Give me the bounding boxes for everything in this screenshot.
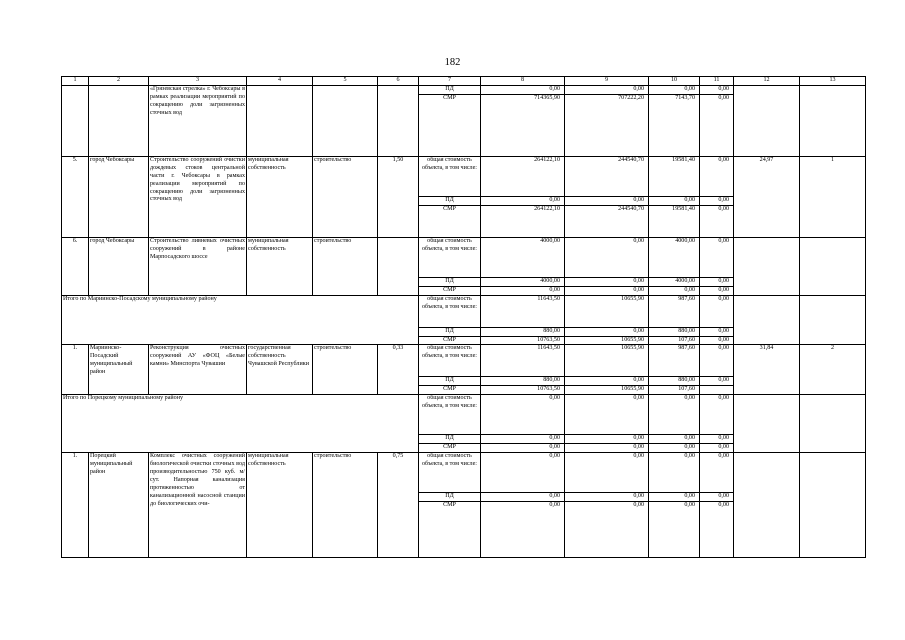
cost-label: общая стоимость объекта, в том числе: [419, 453, 481, 493]
cost-label: общая стоимость объекта, в том числе: [419, 395, 481, 435]
value-cell: 0,00 [700, 395, 734, 435]
work-type: строительство [313, 237, 378, 295]
column-header: 7 [419, 77, 481, 86]
value-cell: 244540,70 [565, 156, 649, 196]
value-cell: 0,00 [481, 286, 565, 295]
value-cell: 264122,10 [481, 205, 565, 237]
municipality: Порецкий муниципальный район [89, 453, 149, 558]
value-cell: 264122,10 [481, 156, 565, 196]
value-cell: 0,00 [565, 86, 649, 95]
value-cell: 11643,50 [481, 295, 565, 327]
value-cell: 0,00 [700, 277, 734, 286]
value-cell: 880,00 [649, 327, 700, 336]
value-cell: 0,00 [565, 286, 649, 295]
value-cell: 0,00 [481, 435, 565, 444]
cost-label: СМР [419, 286, 481, 295]
ownership: муниципальная собственность [247, 237, 313, 295]
value-cell: 4000,00 [649, 237, 700, 277]
value-cell: 0,00 [481, 493, 565, 502]
table-row [62, 237, 866, 277]
value-cell: 4000,00 [649, 277, 700, 286]
cost-label: ПД [419, 277, 481, 286]
value-cell: 0,00 [700, 435, 734, 444]
column-header: 2 [89, 77, 149, 86]
value-cell: 0,00 [481, 444, 565, 453]
value-cell: 0,00 [700, 196, 734, 205]
value-cell: 2 [800, 345, 866, 395]
cost-label: ПД [419, 493, 481, 502]
value-cell: 0,00 [700, 444, 734, 453]
investment-table [61, 76, 866, 558]
value-cell: 10763,50 [481, 336, 565, 345]
value-cell: 987,60 [649, 295, 700, 327]
value-cell: 0,00 [481, 501, 565, 557]
page-number: 182 [444, 57, 461, 68]
object-name: Строительство ливневых очистных сооружений в районе Марпосадского шоссе [149, 237, 247, 295]
capacity: 1,50 [378, 156, 419, 237]
value-cell: 0,00 [649, 444, 700, 453]
value-cell: 0,00 [700, 327, 734, 336]
cost-label: СМР [419, 501, 481, 557]
value-cell: 0,00 [649, 86, 700, 95]
value-cell: 244540,70 [565, 205, 649, 237]
value-cell: 10655,90 [565, 345, 649, 377]
row-number: 1. [62, 453, 89, 558]
value-cell: 10655,90 [565, 336, 649, 345]
value-cell: 0,00 [700, 377, 734, 386]
municipality: город Чебоксары [89, 237, 149, 295]
cost-label: общая стоимость объекта, в том числе: [419, 237, 481, 277]
municipality: Мариинско-Посадский муниципальный район [89, 345, 149, 395]
value-cell: 10763,50 [481, 386, 565, 395]
value-cell: 0,00 [565, 237, 649, 277]
value-cell: 0,00 [700, 493, 734, 502]
column-header: 4 [247, 77, 313, 86]
column-header: 10 [649, 77, 700, 86]
value-cell: 0,00 [565, 277, 649, 286]
value-cell: 0,00 [565, 327, 649, 336]
column-header: 12 [734, 77, 800, 86]
value-cell: 24,97 [734, 156, 800, 237]
value-cell: 11643,50 [481, 345, 565, 377]
value-cell: 0,00 [700, 156, 734, 196]
value-cell: 4000,00 [481, 237, 565, 277]
object-name: Комплекс очистных сооружений биологической очистки сточных вод производительностью 750 куб. м/сут. Напорная канализация протяженностью от канализационной насосной станции до биологических очи- [149, 453, 247, 558]
ownership: муниципальная собственность [247, 156, 313, 237]
column-header: 9 [565, 77, 649, 86]
value-cell: 707222,20 [565, 94, 649, 156]
value-cell: 0,00 [700, 205, 734, 237]
object-name: Строительство сооружений очистки дождевых стоков центральной части г. Чебоксары в рамках реализации мероприятий по сокращению доли загрязненных сточных вод [149, 156, 247, 237]
column-header: 5 [313, 77, 378, 86]
column-header: 11 [700, 77, 734, 86]
cost-label: ПД [419, 435, 481, 444]
column-header: 6 [378, 77, 419, 86]
value-cell: 0,00 [700, 501, 734, 557]
value-cell: 714365,90 [481, 94, 565, 156]
value-cell: 0,00 [481, 86, 565, 95]
capacity: 0,33 [378, 345, 419, 395]
value-cell: 0,00 [481, 196, 565, 205]
value-cell: 7143,70 [649, 94, 700, 156]
cost-label: СМР [419, 444, 481, 453]
table-row [62, 295, 866, 327]
value-cell: 0,00 [649, 501, 700, 557]
table-row [62, 395, 866, 435]
ownership: государственная собственность Чувашской Республики [247, 345, 313, 395]
column-header: 13 [800, 77, 866, 86]
value-cell: 0,00 [700, 453, 734, 493]
value-cell: 880,00 [481, 327, 565, 336]
column-header: 3 [149, 77, 247, 86]
cost-label: СМР [419, 94, 481, 156]
ownership: муниципальная собственность [247, 453, 313, 558]
value-cell: 0,00 [565, 435, 649, 444]
value-cell: 0,00 [565, 501, 649, 557]
cost-label: ПД [419, 86, 481, 95]
cost-label: общая стоимость объекта, в том числе: [419, 295, 481, 327]
object-name: Реконструкция очистных сооружений АУ «ФОЦ «Белые камни» Минспорта Чувашии [149, 345, 247, 395]
value-cell: 0,00 [700, 295, 734, 327]
value-cell: 0,00 [649, 395, 700, 435]
row-number: 1. [62, 345, 89, 395]
cost-label: ПД [419, 377, 481, 386]
value-cell: 0,00 [649, 493, 700, 502]
row-number: 5. [62, 156, 89, 237]
table-row [62, 345, 866, 377]
value-cell: 0,00 [700, 94, 734, 156]
work-type: строительство [313, 156, 378, 237]
value-cell: 1 [800, 156, 866, 237]
value-cell: 107,60 [649, 386, 700, 395]
object-name: «Грязевская стрелка» г. Чебоксары в рамках реализации мероприятий по сокращению доли загрязненных сточных вод [149, 86, 247, 157]
header-row [62, 77, 866, 86]
value-cell: 19581,40 [649, 156, 700, 196]
value-cell: 0,00 [649, 286, 700, 295]
value-cell: 0,00 [700, 86, 734, 95]
value-cell: 0,00 [481, 395, 565, 435]
value-cell: 31,84 [734, 345, 800, 395]
value-cell: 0,00 [649, 196, 700, 205]
work-type: строительство [313, 453, 378, 558]
value-cell: 987,60 [649, 345, 700, 377]
value-cell: 107,60 [649, 336, 700, 345]
table-row [62, 86, 866, 95]
municipality: город Чебоксары [89, 156, 149, 237]
table-row [62, 453, 866, 493]
value-cell: 19581,40 [649, 205, 700, 237]
work-type: строительство [313, 345, 378, 395]
cost-label: СМР [419, 205, 481, 237]
value-cell: 0,00 [565, 453, 649, 493]
value-cell: 0,00 [565, 377, 649, 386]
cost-label: общая стоимость объекта, в том числе: [419, 345, 481, 377]
value-cell: 4000,00 [481, 277, 565, 286]
capacity: 0,75 [378, 453, 419, 558]
value-cell: 0,00 [481, 453, 565, 493]
cost-label: ПД [419, 327, 481, 336]
row-number: 6. [62, 237, 89, 295]
value-cell: 0,00 [565, 444, 649, 453]
value-cell: 880,00 [649, 377, 700, 386]
value-cell: 0,00 [565, 196, 649, 205]
value-cell: 10655,90 [565, 386, 649, 395]
cost-label: СМР [419, 336, 481, 345]
column-header: 8 [481, 77, 565, 86]
value-cell: 0,00 [565, 395, 649, 435]
district-total-title: Итого по Порецкому муниципальному району [62, 395, 419, 453]
value-cell: 0,00 [649, 453, 700, 493]
value-cell: 880,00 [481, 377, 565, 386]
value-cell: 0,00 [700, 336, 734, 345]
value-cell [700, 386, 734, 395]
value-cell: 0,00 [565, 493, 649, 502]
value-cell: 0,00 [700, 237, 734, 277]
cost-label: СМР [419, 386, 481, 395]
cost-label: общая стоимость объекта, в том числе: [419, 156, 481, 196]
value-cell: 10655,90 [565, 295, 649, 327]
cost-label: ПД [419, 196, 481, 205]
value-cell: 0,00 [649, 435, 700, 444]
column-header: 1 [62, 77, 89, 86]
table-row [62, 156, 866, 196]
value-cell: 0,00 [700, 345, 734, 377]
district-total-title: Итого по Мариинско-Посадскому муниципальному району [62, 295, 419, 345]
value-cell: 0,00 [700, 286, 734, 295]
